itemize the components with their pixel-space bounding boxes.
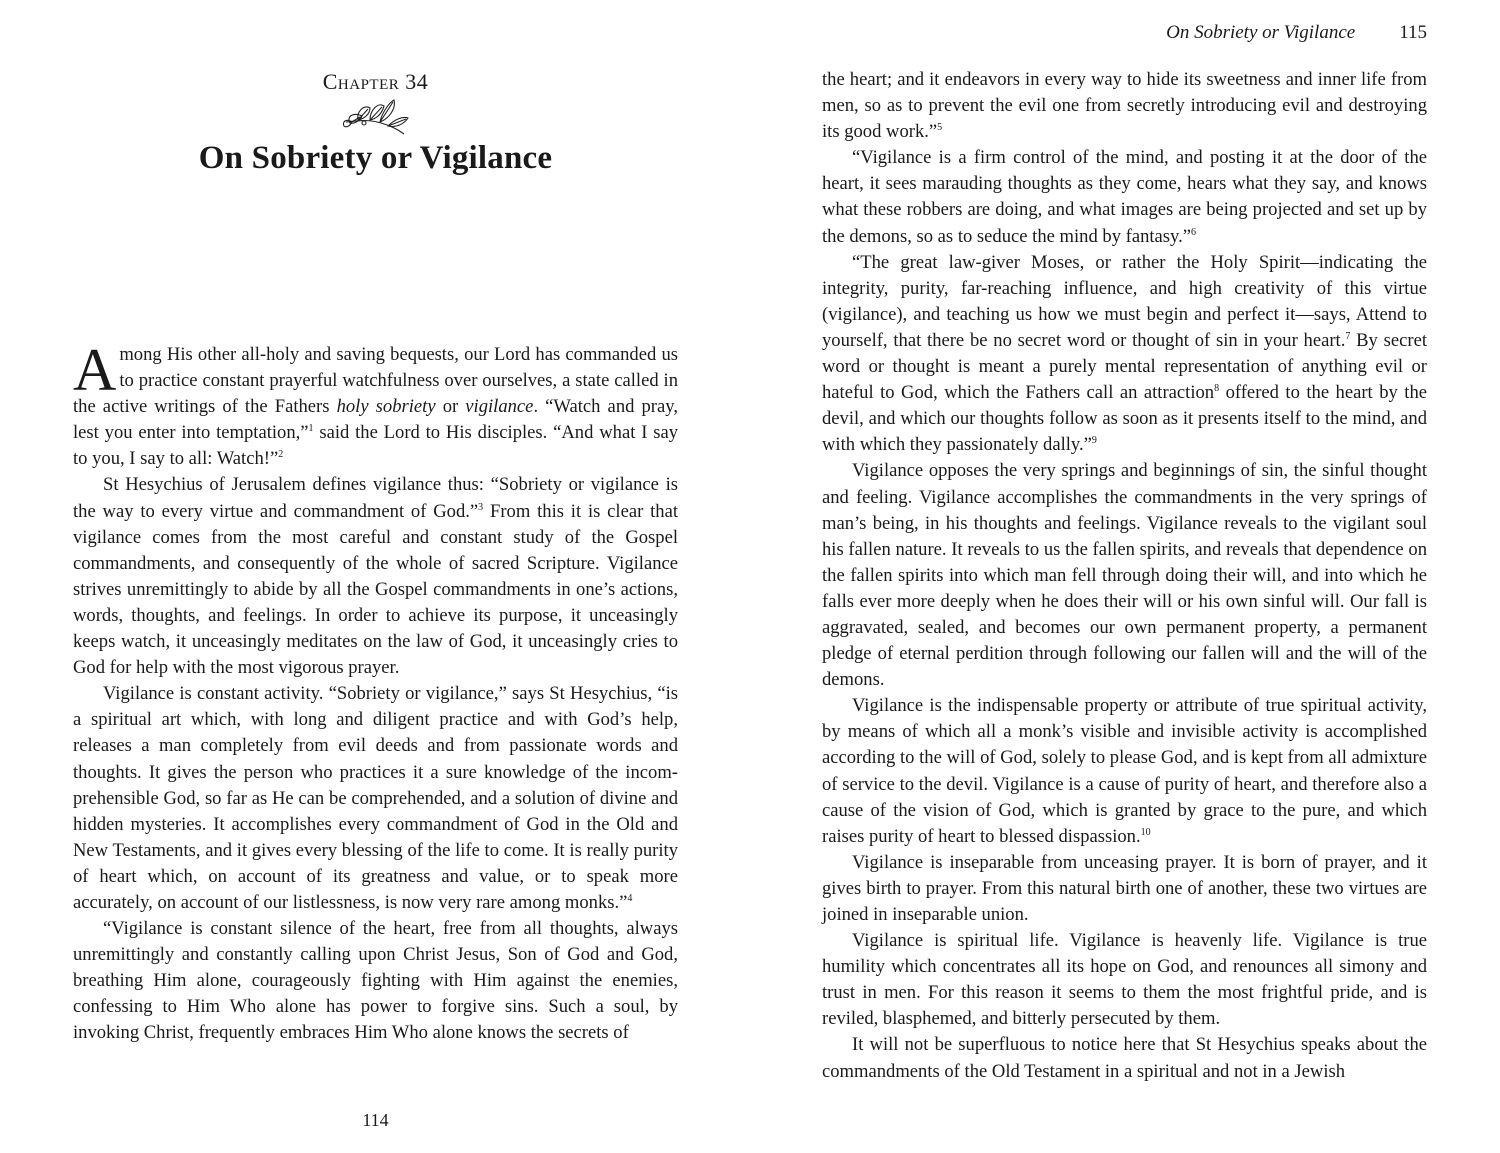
left-page: [73, 0, 678, 1153]
paragraph: “Vigilance is constant silence of the heart, free from all thoughts, always unremittingly and constantly calling upon Christ Jesus, Son of God and God, breathing Him alone, courageously fighting with Him against the enemies, confessing to Him Who alone has power to forgive sins. Such a soul, by invoking Christ, frequently embraces Him Who alone knows the secrets of: [73, 918, 678, 1044]
footnote-marker[interactable]: 4: [627, 892, 633, 904]
paragraph: Vigilance is spiritual life. Vigilance is heavenly life. Vigilance is true humility which concentrates all its hope on God, and renounces all simony and trust in men. For this reason it seems to them the most frightful pride, and is reviled, blasphemed, and bitterly persecuted by them.: [822, 930, 1427, 1030]
footnote-marker[interactable]: 9: [1091, 435, 1097, 447]
drop-cap: A: [73, 337, 117, 403]
left-page-body: [73, 337, 679, 1047]
paragraph: Vigilance is inseparable from unceasing prayer. It is born of prayer, and it gives birth to prayer. From this natural birth one of another, these two virtues are joined in inseparable union.: [822, 851, 1427, 925]
chapter-title: On Sobriety or Vigilance: [198, 140, 553, 176]
paragraph: “The great law-giver Moses, or rather the Holy Spirit—indicating the integrity, purity, far-reaching influence, and high creativity of this virtue (vigilance), and teaching us how we must begin and perfect it—says, Attend to yourself, that there be no secret word or thought of sin in your heart.$^7$ By secret word or thought is meant a purely mental representation of anything evil or hateful to God, which the Fathers call an attraction$^8$ offered to the heart by the devil, and which our thoughts follow as soon as it presents itself to the mind, and with which they passionately dally.”$^9$: [822, 251, 1427, 456]
paragraph: Among His other all-holy and saving bequests, our Lord has commanded us to practice constant prayerful watchfulness over ourselves, a state called in the active writings of the Fathers holy sobriety or vigilance. “Watch and pray, lest you enter into temptation,”$^1$ said the Lord to His disciples. “And what I say to you, I say to all: Watch!”$^2$: [73, 337, 678, 470]
running-head: [1166, 20, 1427, 46]
paragraph: “Vigilance is a firm control of the mind, and posting it at the door of the heart, it sees marauding thoughts as they come, hears what they say, and knows what these robbers are doing, and what images are being projected and set up by the demons, so as to seduce the mind by fantasy.”$^6$: [822, 147, 1427, 247]
right-page-body: [822, 67, 1427, 1085]
paragraph: Vigilance opposes the very springs and beginnings of sin, the sinful thought and feeling. Vigilance accomplishes the commandments in the very springs of man’s being, in his thoughts and feelings. Vigilance reveals to the vigilant soul his fallen nature. It reveals to us the fallen spirits, and reveals that dependence on the fallen spirits into which man fell through doing their will, and into which he falls ever more deeply when he does their will or his own sinful will. Our fall is aggravated, sealed, and becomes our own permanent property, a permanent pledge of eternal perdition through following our fallen will and the will of the demons.: [822, 460, 1427, 691]
paragraph: It will not be superfluous to notice here that St Hesychius speaks about the commandments of the Old Testament in a spiritual and not in a Jewish: [822, 1034, 1427, 1082]
chapter-heading: [73, 68, 678, 178]
footnote-marker[interactable]: 1: [308, 423, 314, 435]
paragraph: Vigilance is constant activity. “Sobriety or vigilance,” says St Hesychius, “is a spiritual art which, with long and diligent practice and with God’s help, releases a man completely from evil deeds and from passionate words and thoughts. It gives the person who practices it a sure knowledge of the incomprehensible God, so far as He can be comprehended, and a solution of divine and hidden mysteries. It accomplishes every commandment of God in the Old and New Testaments, and it gives every blessing of the life to come. It is really purity of heart which, on account of its greatness and value, or to speak more accurately, on account of our listlessness, is now very rare among monks.”$^4$: [73, 683, 678, 913]
paragraph-continued: the heart; and it endeavors in every way to hide its sweetness and inner life from men, so as to prevent the evil one from secretly introducing evil and destroying its good work.”$^5$: [822, 69, 1427, 143]
footnote-marker[interactable]: 3: [478, 501, 484, 513]
chapter-label: Chapter 34: [322, 69, 429, 94]
page-number: 114: [362, 1110, 389, 1130]
footnote-marker[interactable]: 6: [1191, 226, 1197, 238]
right-page: [822, 0, 1427, 1153]
footnote-marker[interactable]: 7: [1345, 330, 1351, 342]
running-head-title: On Sobriety or Vigilance: [1166, 22, 1356, 43]
italic-term: vigilance: [465, 396, 534, 418]
paragraph: Vigilance is the indispensable property or attribute of true spiritual activity, by means of which all a monk’s visible and invisible activity is accomplished according to the will of God, solely to please God, and is kept from all admixture of service to the devil. Vigilance is a cause of purity of heart, and therefore also a cause of the vision of God, which is granted by grace to the pure, and which raises purity of heart to blessed dispassion.$^{10}$: [822, 695, 1427, 847]
olive-branch-ornament-icon: [336, 96, 416, 138]
footnote-marker[interactable]: 2: [278, 449, 284, 461]
paragraph: St Hesychius of Jerusalem defines vigilance thus: “Sobriety or vigilance is the way to every virtue and commandment of God.”$^3$ From this it is clear that vigilance comes from the most careful and constant study of the Gospel commandments, and consequently of the whole of sacred Scripture. Vigilance strives unremittingly to abide by all the Gospel commandments in one’s actions, words, thoughts, and feelings. In order to achieve its purpose, it unceasingly keeps watch, it unceasingly meditates on the law of God, it unceasingly cries to God for help with the most vigorous prayer.: [73, 474, 679, 679]
italic-term: holy sobriety: [336, 396, 436, 418]
footnote-marker[interactable]: 8: [1214, 383, 1220, 395]
page-number: 115: [1399, 22, 1427, 43]
footnote-marker[interactable]: 10: [1140, 826, 1151, 838]
footnote-marker[interactable]: 5: [937, 122, 943, 134]
